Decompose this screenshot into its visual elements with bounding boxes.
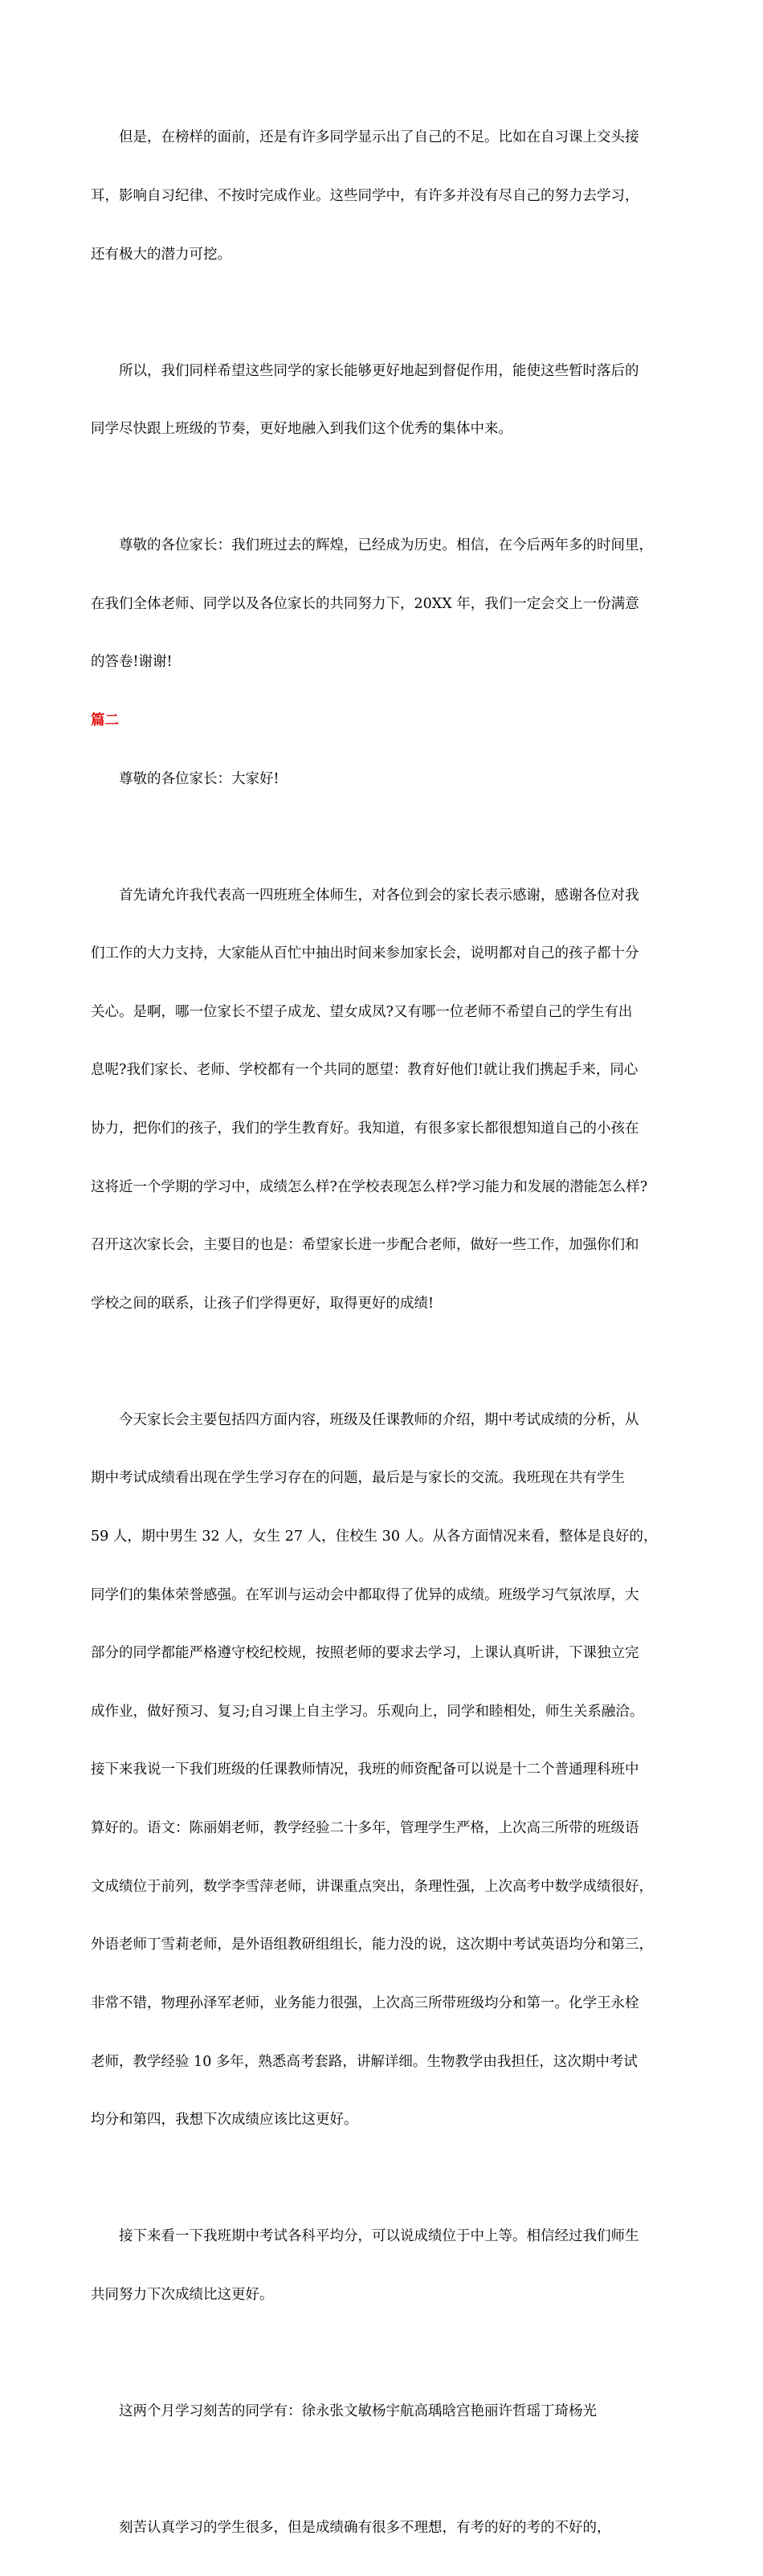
text-line: 非常不错，物理孙泽军老师，业务能力很强，上次高三所带班级均分和第一。化学王永栓 xyxy=(91,1994,639,2011)
text-line: 59 人，期中男生 32 人，女生 27 人，住校生 30 人。从各方面情况来看，整体是良好的， xyxy=(91,1529,658,1545)
paragraph-7 xyxy=(91,2362,685,2460)
paragraph-gap xyxy=(91,303,685,322)
text-line: 今天家长会主要包括四方面内容，班级及任课教师的介绍，期中考试成绩的分析，从 xyxy=(119,1411,639,1428)
paragraph-2 xyxy=(91,322,685,478)
paragraph-gap xyxy=(91,1352,685,1371)
text-line: 耳，影响自习纪律、不按时完成作业。这些同学中，有许多并没有尽自己的努力去学习， xyxy=(91,188,639,205)
text-line: 还有极大的潜力可挖。 xyxy=(91,246,231,263)
text-line: 接下来看一下我班期中考试各科平均分，可以说成绩位于中上等。相信经过我们师生 xyxy=(119,2228,639,2245)
paragraph-5 xyxy=(91,1371,685,2168)
text-line: 首先请允许我代表高一四班班全体师生，对各位到会的家长表示感谢，感谢各位对我 xyxy=(119,887,639,904)
text-line: 息呢?我们家长、老师、学校都有一个共同的愿望：教育好他们!就让我们携起手来，同心 xyxy=(91,1062,639,1079)
paragraph-1 xyxy=(91,89,685,303)
text-line: 的答卷!谢谢! xyxy=(91,654,173,671)
text-line: 在我们全体老师、同学以及各位家长的共同努力下，20XX 年，我们一定会交上一份满意 xyxy=(91,595,639,612)
text-line: 们工作的大力支持，大家能从百忙中抽出时间来参加家长会，说明都对自己的孩子都十分 xyxy=(91,945,639,962)
paragraph-gap xyxy=(91,2343,685,2362)
text-line: 部分的同学都能严格遵守校纪校规，按照老师的要求去学习，上课认真听讲，下课独立完 xyxy=(91,1645,639,1662)
paragraph-6 xyxy=(91,2188,685,2344)
text-line: 协力，把你们的孩子，我们的学生教育好。我知道，有很多家长都很想知道自己的小孩在 xyxy=(91,1120,639,1137)
paragraph-gap xyxy=(91,827,685,847)
text-line: 期中考试成绩看出现在学生学习存在的问题，最后是与家长的交流。我班现在共有学生 xyxy=(91,1470,625,1487)
text-line: 刻苦认真学习的学生很多，但是成绩确有很多不理想，有考的好的考的不好的， xyxy=(119,2519,611,2536)
text-line: 外语老师丁雪莉老师，是外语组教研组组长，能力没的说，这次期中考试英语均分和第三， xyxy=(91,1937,653,1953)
text-line: 关心。是啊，哪一位家长不望子成龙、望女成凤?又有哪一位老师不希望自己的学生有出 xyxy=(91,1003,633,1020)
paragraph-4 xyxy=(91,847,685,1352)
paragraph-gap xyxy=(91,2169,685,2188)
text-line: 同学尽快跟上班级的节奏，更好地融入到我们这个优秀的集体中来。 xyxy=(91,421,512,438)
paragraph-gap xyxy=(91,2460,685,2479)
paragraph-gap xyxy=(91,478,685,497)
text-line: 尊敬的各位家长：我们班过去的辉煌，已经成为历史。相信，在今后两年多的时间里， xyxy=(119,537,653,554)
text-line: 这将近一个学期的学习中，成绩怎么样?在学校表现怎么样?学习能力和发展的潜能怎么样? xyxy=(91,1178,648,1195)
text-line: 算好的。语文：陈丽娟老师，教学经验二十多年，管理学生严格，上次高三所带的班级语 xyxy=(91,1820,639,1837)
text-line: 同学们的集体荣誉感强。在军训与运动会中都取得了优异的成绩。班级学习气氛浓厚，大 xyxy=(91,1586,639,1603)
text-line: 所以，我们同样希望这些同学的家长能够更好地起到督促作用，能使这些暂时落后的 xyxy=(119,362,639,379)
text-line: 尊敬的各位家长：大家好! xyxy=(119,770,279,787)
text-line: 这两个月学习刻苦的同学有：徐永张文敏杨宇航高瑀晗宫艳丽许哲瑶丁琦杨光 xyxy=(119,2402,597,2419)
text-line: 文成绩位于前列，数学李雪萍老师，讲课重点突出，条理性强，上次高考中数学成绩很好， xyxy=(91,1878,653,1895)
text-line: 学校之间的联系，让孩子们学得更好，取得更好的成绩! xyxy=(91,1295,435,1312)
text-line: 接下来我说一下我们班级的任课教师情况，我班的师资配备可以说是十二个普通理科班中 xyxy=(91,1762,639,1778)
greeting xyxy=(91,730,685,827)
paragraph-3 xyxy=(91,497,685,711)
document-page xyxy=(91,89,685,2576)
text-line: 成作业，做好预习、复习;自习课上自主学习。乐观向上，同学和睦相处，师生关系融洽。 xyxy=(91,1703,644,1720)
paragraph-8 xyxy=(91,2479,685,2576)
text-line: 均分和第四，我想下次成绩应该比这更好。 xyxy=(91,2112,358,2129)
text-line: 老师，教学经验 10 多年，熟悉高考套路，讲解详细。生物教学由我担任，这次期中考试 xyxy=(91,2053,638,2070)
section-heading: 篇二 xyxy=(91,712,119,729)
text-line: 但是，在榜样的面前，还是有许多同学显示出了自己的不足。比如在自习课上交头接 xyxy=(119,129,639,146)
text-line: 共同努力下次成绩比这更好。 xyxy=(91,2286,274,2303)
text-line: 召开这次家长会，主要目的也是：希望家长进一步配合老师，做好一些工作，加强你们和 xyxy=(91,1237,639,1254)
